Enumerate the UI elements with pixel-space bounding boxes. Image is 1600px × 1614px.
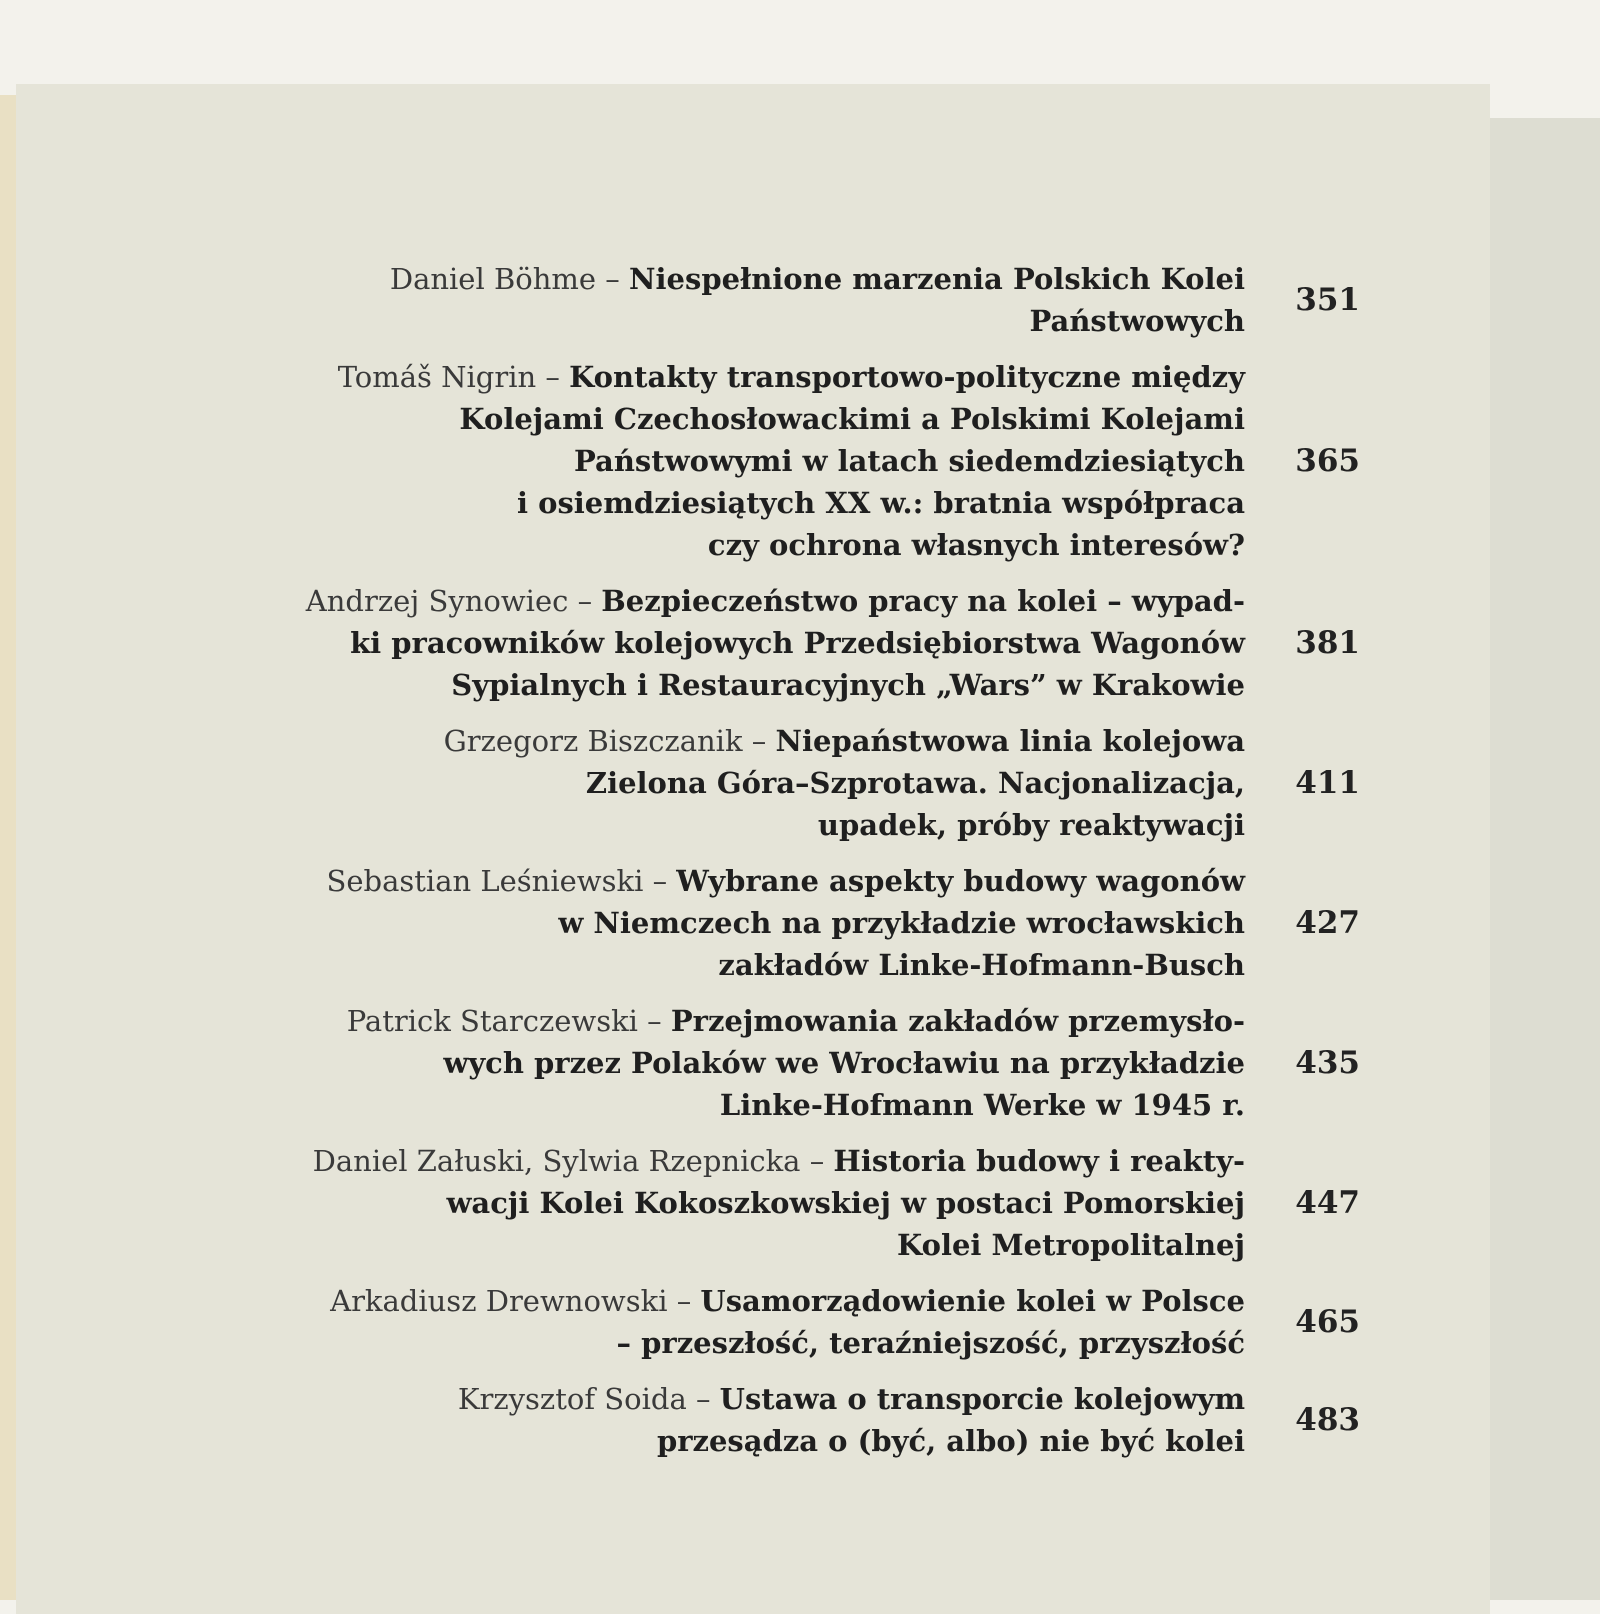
toc-entry: [200, 860, 1360, 986]
title-line: w Niemczech na przykładzie wrocławskich: [558, 906, 1245, 940]
title-line: Kolejami Czechosłowackimi a Polskimi Kolejami: [459, 402, 1245, 436]
title-line: Wybrane aspekty budowy wagonów: [676, 864, 1245, 898]
entry-text: [200, 258, 1245, 342]
toc-entry: [200, 258, 1360, 342]
entry-title: [200, 1382, 1245, 1462]
entry-author: Krzysztof Soida: [457, 1382, 687, 1416]
page-number: 447: [1295, 1185, 1360, 1221]
title-line: wych przez Polaków we Wrocławiu na przykładzie: [443, 1046, 1245, 1080]
title-line: upadek, próby reaktywacji: [817, 808, 1245, 842]
title-line: – przeszłość, teraźniejszość, przyszłość: [616, 1326, 1245, 1360]
title-line: Historia budowy i reakty-: [833, 1144, 1245, 1178]
title-line: Państwowymi w latach siedemdziesiątych: [574, 444, 1245, 478]
toc-entry: [200, 356, 1360, 566]
entry-author: Arkadiusz Drewnowski: [330, 1284, 668, 1318]
toc-entry: [200, 1000, 1360, 1126]
title-line: czy ochrona własnych interesów?: [707, 528, 1245, 562]
entry-author: Tomáš Nigrin: [337, 360, 537, 394]
entry-text: [200, 580, 1245, 706]
entry-text: [200, 860, 1245, 986]
title-line: ki pracowników kolejowych Przedsiębiorstwa Wagonów: [350, 626, 1245, 660]
page-number: 435: [1295, 1045, 1360, 1081]
page-number: 465: [1295, 1304, 1360, 1340]
page-number: 483: [1295, 1402, 1360, 1438]
entry-text: [200, 1378, 1245, 1462]
title-line: Kontakty transportowo-polityczne między: [569, 360, 1245, 394]
toc-entry: [200, 580, 1360, 706]
title-line: Niepaństwowa linia kolejowa: [775, 724, 1245, 758]
page-number: 381: [1295, 625, 1360, 661]
page-number: 365: [1295, 443, 1360, 479]
page-number: 411: [1295, 765, 1360, 801]
entry-author: Andrzej Synowiec: [305, 584, 569, 618]
separator-dash: –: [637, 1004, 671, 1038]
separator-dash: –: [568, 584, 602, 618]
entry-author: Daniel Böhme: [389, 262, 597, 296]
entry-text: [200, 720, 1245, 846]
page-number: 351: [1295, 282, 1360, 318]
title-line: wacji Kolei Kokoszkowskiej w postaci Pomorskiej: [446, 1186, 1245, 1220]
title-line: Niespełnione marzenia Polskich Kolei: [629, 262, 1245, 296]
entry-author: Grzegorz Biszczanik: [443, 724, 743, 758]
toc-entry: [200, 1140, 1360, 1266]
separator-dash: –: [742, 724, 776, 758]
book-page-right: [1490, 118, 1600, 1600]
title-line: Bezpieczeństwo pracy na kolei – wypad-: [601, 584, 1245, 618]
page-number: 427: [1295, 905, 1360, 941]
table-of-contents: [200, 258, 1360, 1476]
separator-dash: –: [800, 1144, 834, 1178]
entry-author: Daniel Załuski, Sylwia Rzepnicka: [312, 1144, 801, 1178]
separator-dash: –: [643, 864, 677, 898]
toc-entry: [200, 1280, 1360, 1364]
entry-text: [200, 1140, 1245, 1266]
separator-dash: –: [596, 262, 630, 296]
title-line: przesądza o (być, albo) nie być kolei: [656, 1424, 1245, 1458]
title-line: Usamorządowienie kolei w Polsce: [700, 1284, 1245, 1318]
toc-entry: [200, 720, 1360, 846]
entry-text: [200, 1000, 1245, 1126]
title-line: Zielona Góra–Szprotawa. Nacjonalizacja,: [585, 766, 1245, 800]
entry-text: [200, 1280, 1245, 1364]
title-line: zakładów Linke-Hofmann-Busch: [718, 948, 1245, 982]
entry-author: Sebastian Leśniewski: [326, 864, 644, 898]
title-line: Sypialnych i Restauracyjnych „Wars” w Krakowie: [451, 668, 1245, 702]
title-line: Państwowych: [1029, 304, 1245, 338]
title-line: Przejmowania zakładów przemysło-: [670, 1004, 1245, 1038]
entry-title: [200, 262, 1245, 342]
title-line: Ustawa o transporcie kolejowym: [719, 1382, 1245, 1416]
title-line: Linke-Hofmann Werke w 1945 r.: [719, 1088, 1245, 1122]
title-line: i osiemdziesiątych XX w.: bratnia współpraca: [516, 486, 1245, 520]
separator-dash: –: [667, 1284, 701, 1318]
separator-dash: –: [686, 1382, 720, 1416]
title-line: Kolei Metropolitalnej: [897, 1228, 1245, 1262]
toc-entry: [200, 1378, 1360, 1462]
entry-text: [200, 356, 1245, 566]
entry-author: Patrick Starczewski: [346, 1004, 638, 1038]
separator-dash: –: [536, 360, 570, 394]
